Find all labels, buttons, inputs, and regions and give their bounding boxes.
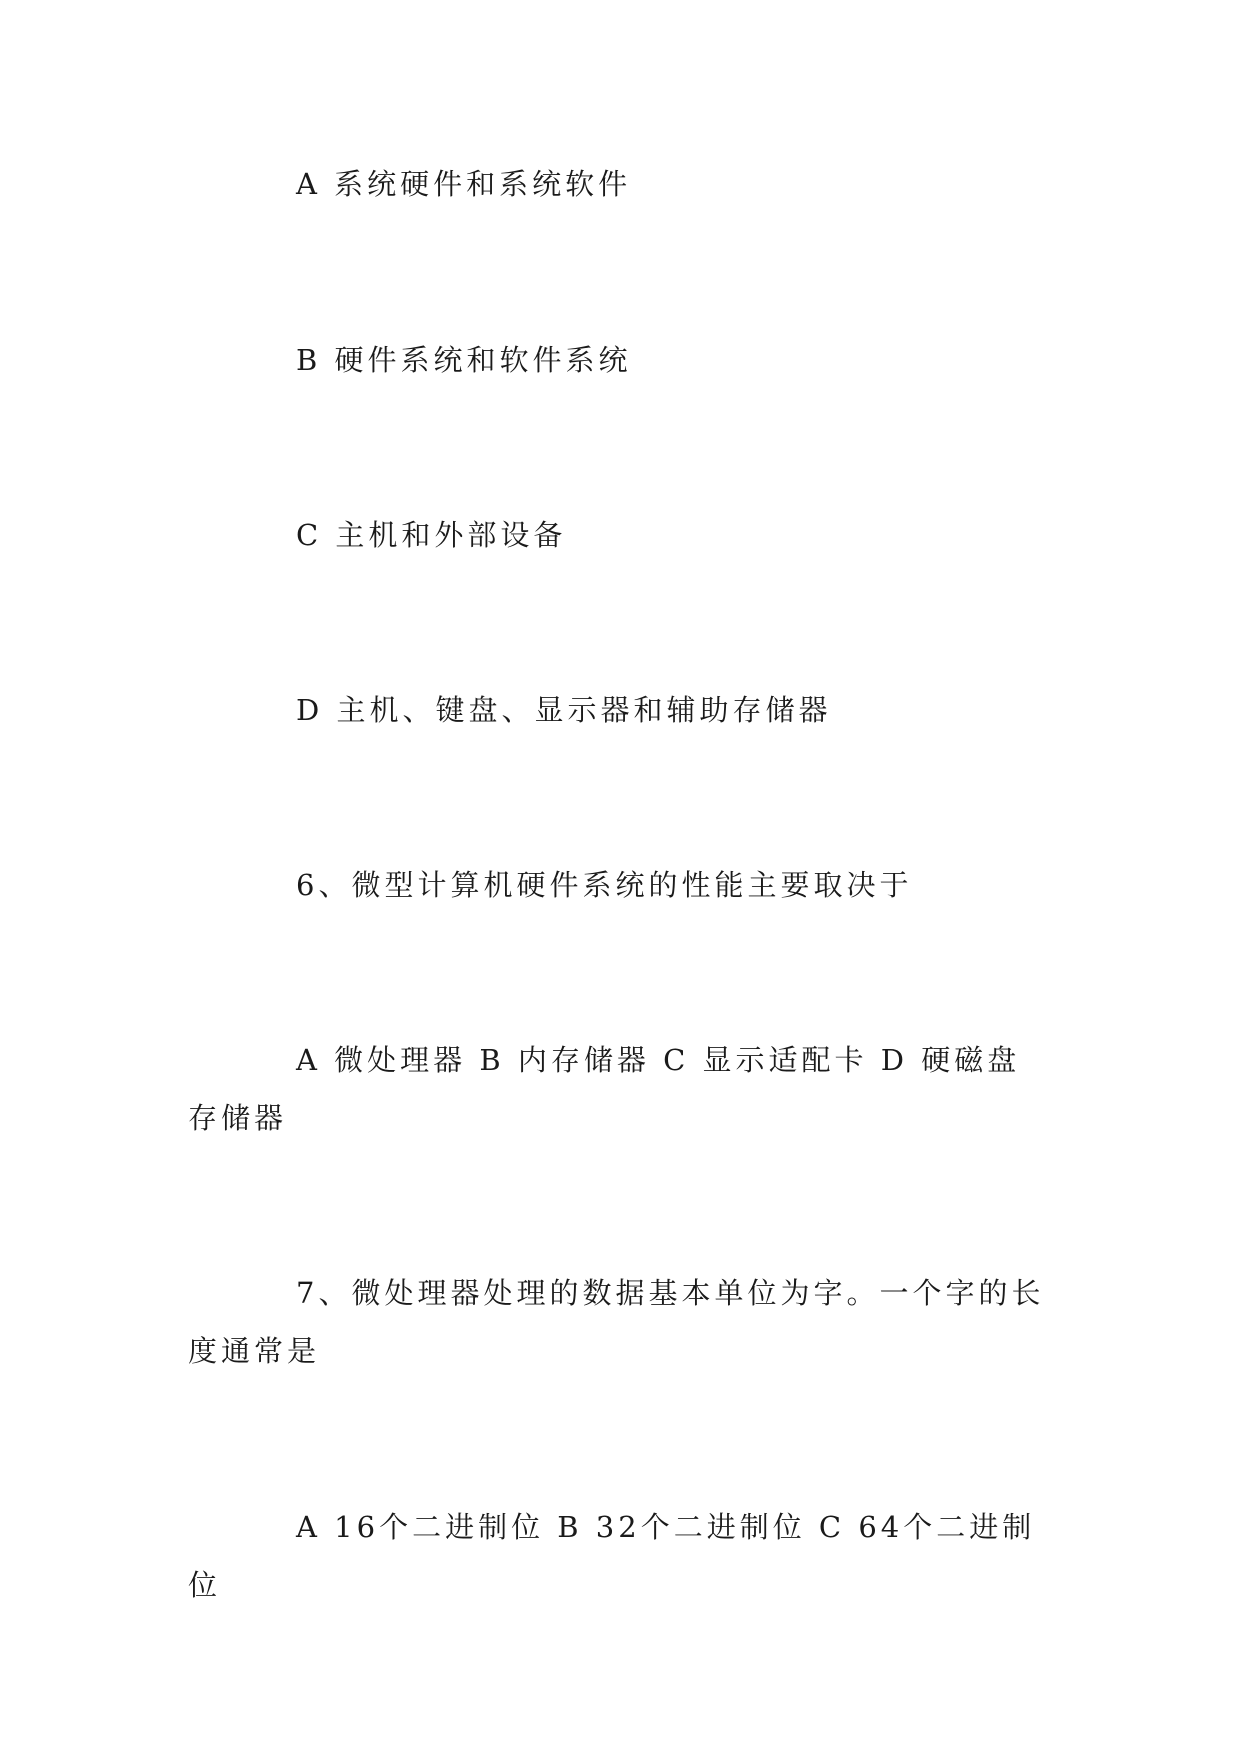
option-b-paragraph: B 硬件系统和软件系统 (296, 343, 632, 377)
option-d-paragraph: D 主机、键盘、显示器和辅助存储器 (296, 693, 832, 727)
question-6-options-paragraph: A 微处理器 B 内存储器 C 显示适配卡 D 硬磁盘存储器 (188, 1043, 1021, 1135)
question-7-paragraph: 7、微处理器处理的数据基本单位为字。一个字的长度通常是 (188, 1276, 1045, 1368)
option-c-paragraph: C 主机和外部设备 (296, 518, 567, 552)
question-7-options-paragraph: A 16个二进制位 B 32个二进制位 C 64个二进制位 (188, 1510, 1036, 1602)
option-a-paragraph: A 系统硬件和系统软件 (296, 167, 632, 201)
question-6-paragraph: 6、微型计算机硬件系统的性能主要取决于 (296, 868, 913, 902)
